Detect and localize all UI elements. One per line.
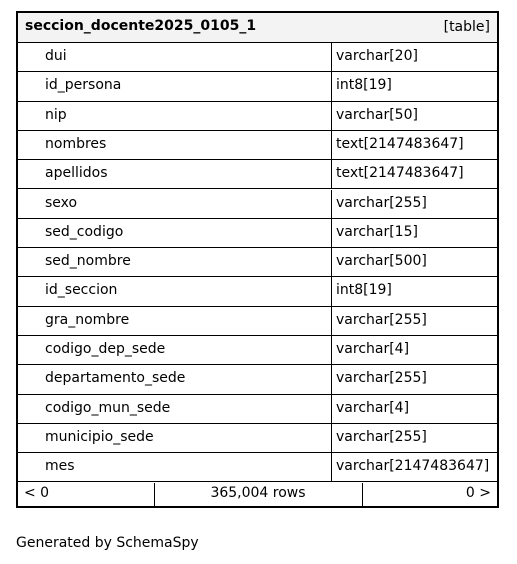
column-row[interactable] — [18, 219, 497, 248]
column-row[interactable] — [18, 160, 497, 189]
column-name: nombres — [45, 135, 107, 152]
column-type: int8[19] — [336, 282, 392, 299]
column-divider — [331, 336, 332, 364]
row-count: 365,004 rows — [210, 485, 306, 501]
column-divider — [331, 395, 332, 423]
column-type: varchar[255] — [336, 370, 427, 387]
column-type: text[2147483647] — [336, 165, 464, 182]
column-name: sed_nombre — [45, 253, 131, 270]
column-name: apellidos — [45, 165, 108, 182]
column-name: sed_codigo — [45, 223, 124, 240]
column-divider — [331, 248, 332, 276]
column-type: varchar[20] — [336, 48, 418, 64]
generator-credit: Generated by SchemaSpy — [16, 535, 199, 551]
column-divider — [331, 365, 332, 393]
parent-count: < 0 — [24, 485, 50, 501]
column-type: varchar[255] — [336, 311, 427, 328]
column-type: varchar[255] — [336, 428, 427, 445]
column-type: varchar[255] — [336, 194, 427, 211]
column-row[interactable] — [18, 131, 497, 160]
column-row[interactable] — [18, 277, 497, 306]
column-divider — [331, 72, 332, 100]
column-type: varchar[50] — [336, 106, 418, 123]
column-row[interactable] — [18, 102, 497, 131]
column-row[interactable] — [18, 453, 497, 482]
table-node[interactable] — [16, 11, 499, 508]
column-type: varchar[4] — [336, 341, 410, 357]
column-name: nip — [45, 106, 67, 123]
column-divider — [331, 131, 332, 159]
column-divider — [331, 424, 332, 452]
column-type: varchar[4] — [336, 399, 410, 416]
column-divider — [331, 190, 332, 218]
column-row[interactable] — [18, 424, 497, 453]
column-name: id_persona — [45, 77, 122, 94]
column-divider — [331, 219, 332, 247]
column-row[interactable] — [18, 307, 497, 336]
column-row[interactable] — [18, 365, 497, 394]
column-type: int8[19] — [336, 77, 392, 94]
column-name: municipio_sede — [45, 428, 154, 445]
column-type: text[2147483647] — [336, 135, 464, 152]
column-name: sexo — [45, 194, 78, 211]
column-type: varchar[500] — [336, 253, 427, 270]
column-name: gra_nombre — [45, 311, 130, 328]
column-row[interactable] — [18, 336, 497, 365]
column-row[interactable] — [18, 248, 497, 277]
column-divider — [331, 307, 332, 335]
column-name: dui — [45, 48, 67, 64]
column-row[interactable] — [18, 43, 497, 72]
column-name: codigo_mun_sede — [45, 399, 171, 416]
table-name: seccion_docente2025_0105_1 — [25, 18, 257, 34]
table-kind-label: [table] — [443, 19, 490, 35]
column-row[interactable] — [18, 190, 497, 219]
child-count: 0 > — [465, 485, 491, 501]
table-footer — [18, 483, 497, 506]
table-header — [18, 13, 497, 43]
column-divider — [331, 453, 332, 481]
column-name: codigo_dep_sede — [45, 341, 166, 357]
column-row[interactable] — [18, 72, 497, 101]
column-divider — [331, 277, 332, 305]
footer-divider — [362, 483, 363, 506]
column-type: varchar[15] — [336, 223, 418, 240]
column-name: mes — [45, 458, 75, 475]
column-name: departamento_sede — [45, 370, 186, 387]
column-name: id_seccion — [45, 282, 118, 299]
column-type: varchar[2147483647] — [336, 458, 490, 475]
column-divider — [331, 160, 332, 188]
column-row[interactable] — [18, 395, 497, 424]
column-divider — [331, 43, 332, 71]
column-divider — [331, 102, 332, 130]
